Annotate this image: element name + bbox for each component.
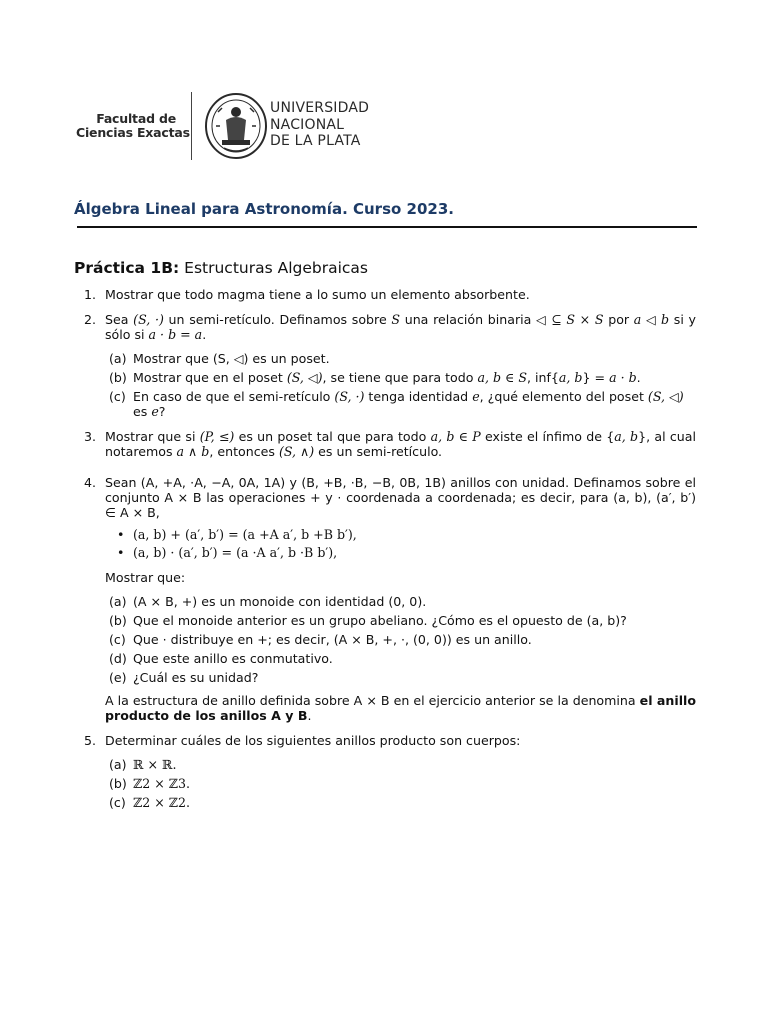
exercise-3 [84, 429, 696, 459]
subitem-text: Mostrar que (S, ◁) es un poset. [133, 351, 330, 366]
university-name [270, 100, 369, 150]
faculty-line2: Ciencias Exactas [76, 125, 190, 140]
univ-line1: UNIVERSIDAD [270, 100, 370, 116]
exercise-1 [84, 287, 696, 302]
exercise-text: Mostrar que todo magma tiene a lo sumo un elemento absorbente. [105, 287, 530, 302]
exercise-number: 4. [84, 475, 97, 490]
exercise-text: Determinar cuáles de los siguientes anillos producto son cuerpos: [105, 733, 521, 748]
header-divider [191, 92, 192, 160]
exercise-text: Sea (S, ·) un semi-retículo. Definamos sobre S una relación binaria ◁ ⊆ S × S por a ◁ b si y sólo si a · b = a. [105, 312, 696, 342]
exercise-2 [84, 312, 696, 419]
subitem-c: (c) En caso de que el semi-retículo (S, ·) tenga identidad e, ¿qué elemento del poset (S, ◁) es e? [109, 389, 684, 419]
subitem-a: (a) ℝ × ℝ. [109, 757, 177, 772]
subitem-a: (a) Mostrar que (S, ◁) es un poset. [109, 351, 330, 366]
subitem-e: (e) ¿Cuál es su unidad? [109, 670, 259, 685]
subitem-a: (a) (A × B, +) es un monoide con identidad (0, 0). [109, 594, 427, 609]
subitem-d: (d) Que este anillo es conmutativo. [109, 651, 333, 666]
bullet-sum: • (a, b) + (a′, b′) = (a +A a′, b +B b′), [117, 527, 357, 542]
subitem-c: (c) Que · distribuye en +; es decir, (A × B, +, ·, (0, 0)) es un anillo. [109, 632, 532, 647]
univ-line2: NACIONAL [270, 116, 345, 133]
practice-label: Práctica 1B: [74, 259, 180, 277]
course-title: Álgebra Lineal para Astronomía. Curso 2023. [74, 200, 454, 218]
closing-paragraph: A la estructura de anillo definida sobre A × B en el ejercicio anterior se la denomina el anillo producto de los anillos A y B. [105, 693, 697, 723]
title-rule [77, 226, 697, 228]
exercise-list [84, 287, 696, 820]
mostrar-que: Mostrar que: [105, 570, 186, 585]
subitem-b: (b) Que el monoide anterior es un grupo abeliano. ¿Cómo es el opuesto de (a, b)? [109, 613, 627, 628]
header [74, 90, 374, 162]
exercise-4 [84, 475, 696, 723]
bullet-product: • (a, b) · (a′, b′) = (a ·A a′, b ·B b′), [117, 545, 338, 560]
exercise-5 [84, 733, 696, 810]
faculty-name [76, 112, 190, 140]
practice-topic: Estructuras Algebraicas [184, 259, 368, 277]
exercise-number: 2. [84, 312, 97, 327]
subitem-c: (c) ℤ2 × ℤ2. [109, 795, 190, 810]
exercise-number: 1. [84, 287, 97, 302]
univ-line3: DE LA PLATA [270, 133, 361, 149]
exercise-text: Mostrar que si (P, ≤) es un poset tal que para todo a, b ∈ P existe el ínfimo de {a, b}, al cual notaremos a ∧ b, entonces (S, ∧) es un semi-retículo. [105, 429, 696, 459]
exercise-number: 3. [84, 429, 97, 444]
exercise-number: 5. [84, 733, 97, 748]
subitem-b: (b) Mostrar que en el poset (S, ◁), se tiene que para todo a, b ∈ S, inf{a, b} = a · b. [109, 370, 641, 385]
faculty-line1: Facultad de [96, 111, 176, 126]
practice-heading [74, 259, 368, 277]
exercise-text: Sean (A, +A, ·A, −A, 0A, 1A) y (B, +B, ·B, −B, 0B, 1B) anillos con unidad. Definamos sobre el conjunto A × B las operaciones + y · coordenada a coordenada; es decir, para (a, b), (a′, b′) ∈ A × B, [105, 475, 696, 520]
university-seal-icon [204, 92, 268, 160]
subitem-b: (b) ℤ2 × ℤ3. [109, 776, 190, 791]
